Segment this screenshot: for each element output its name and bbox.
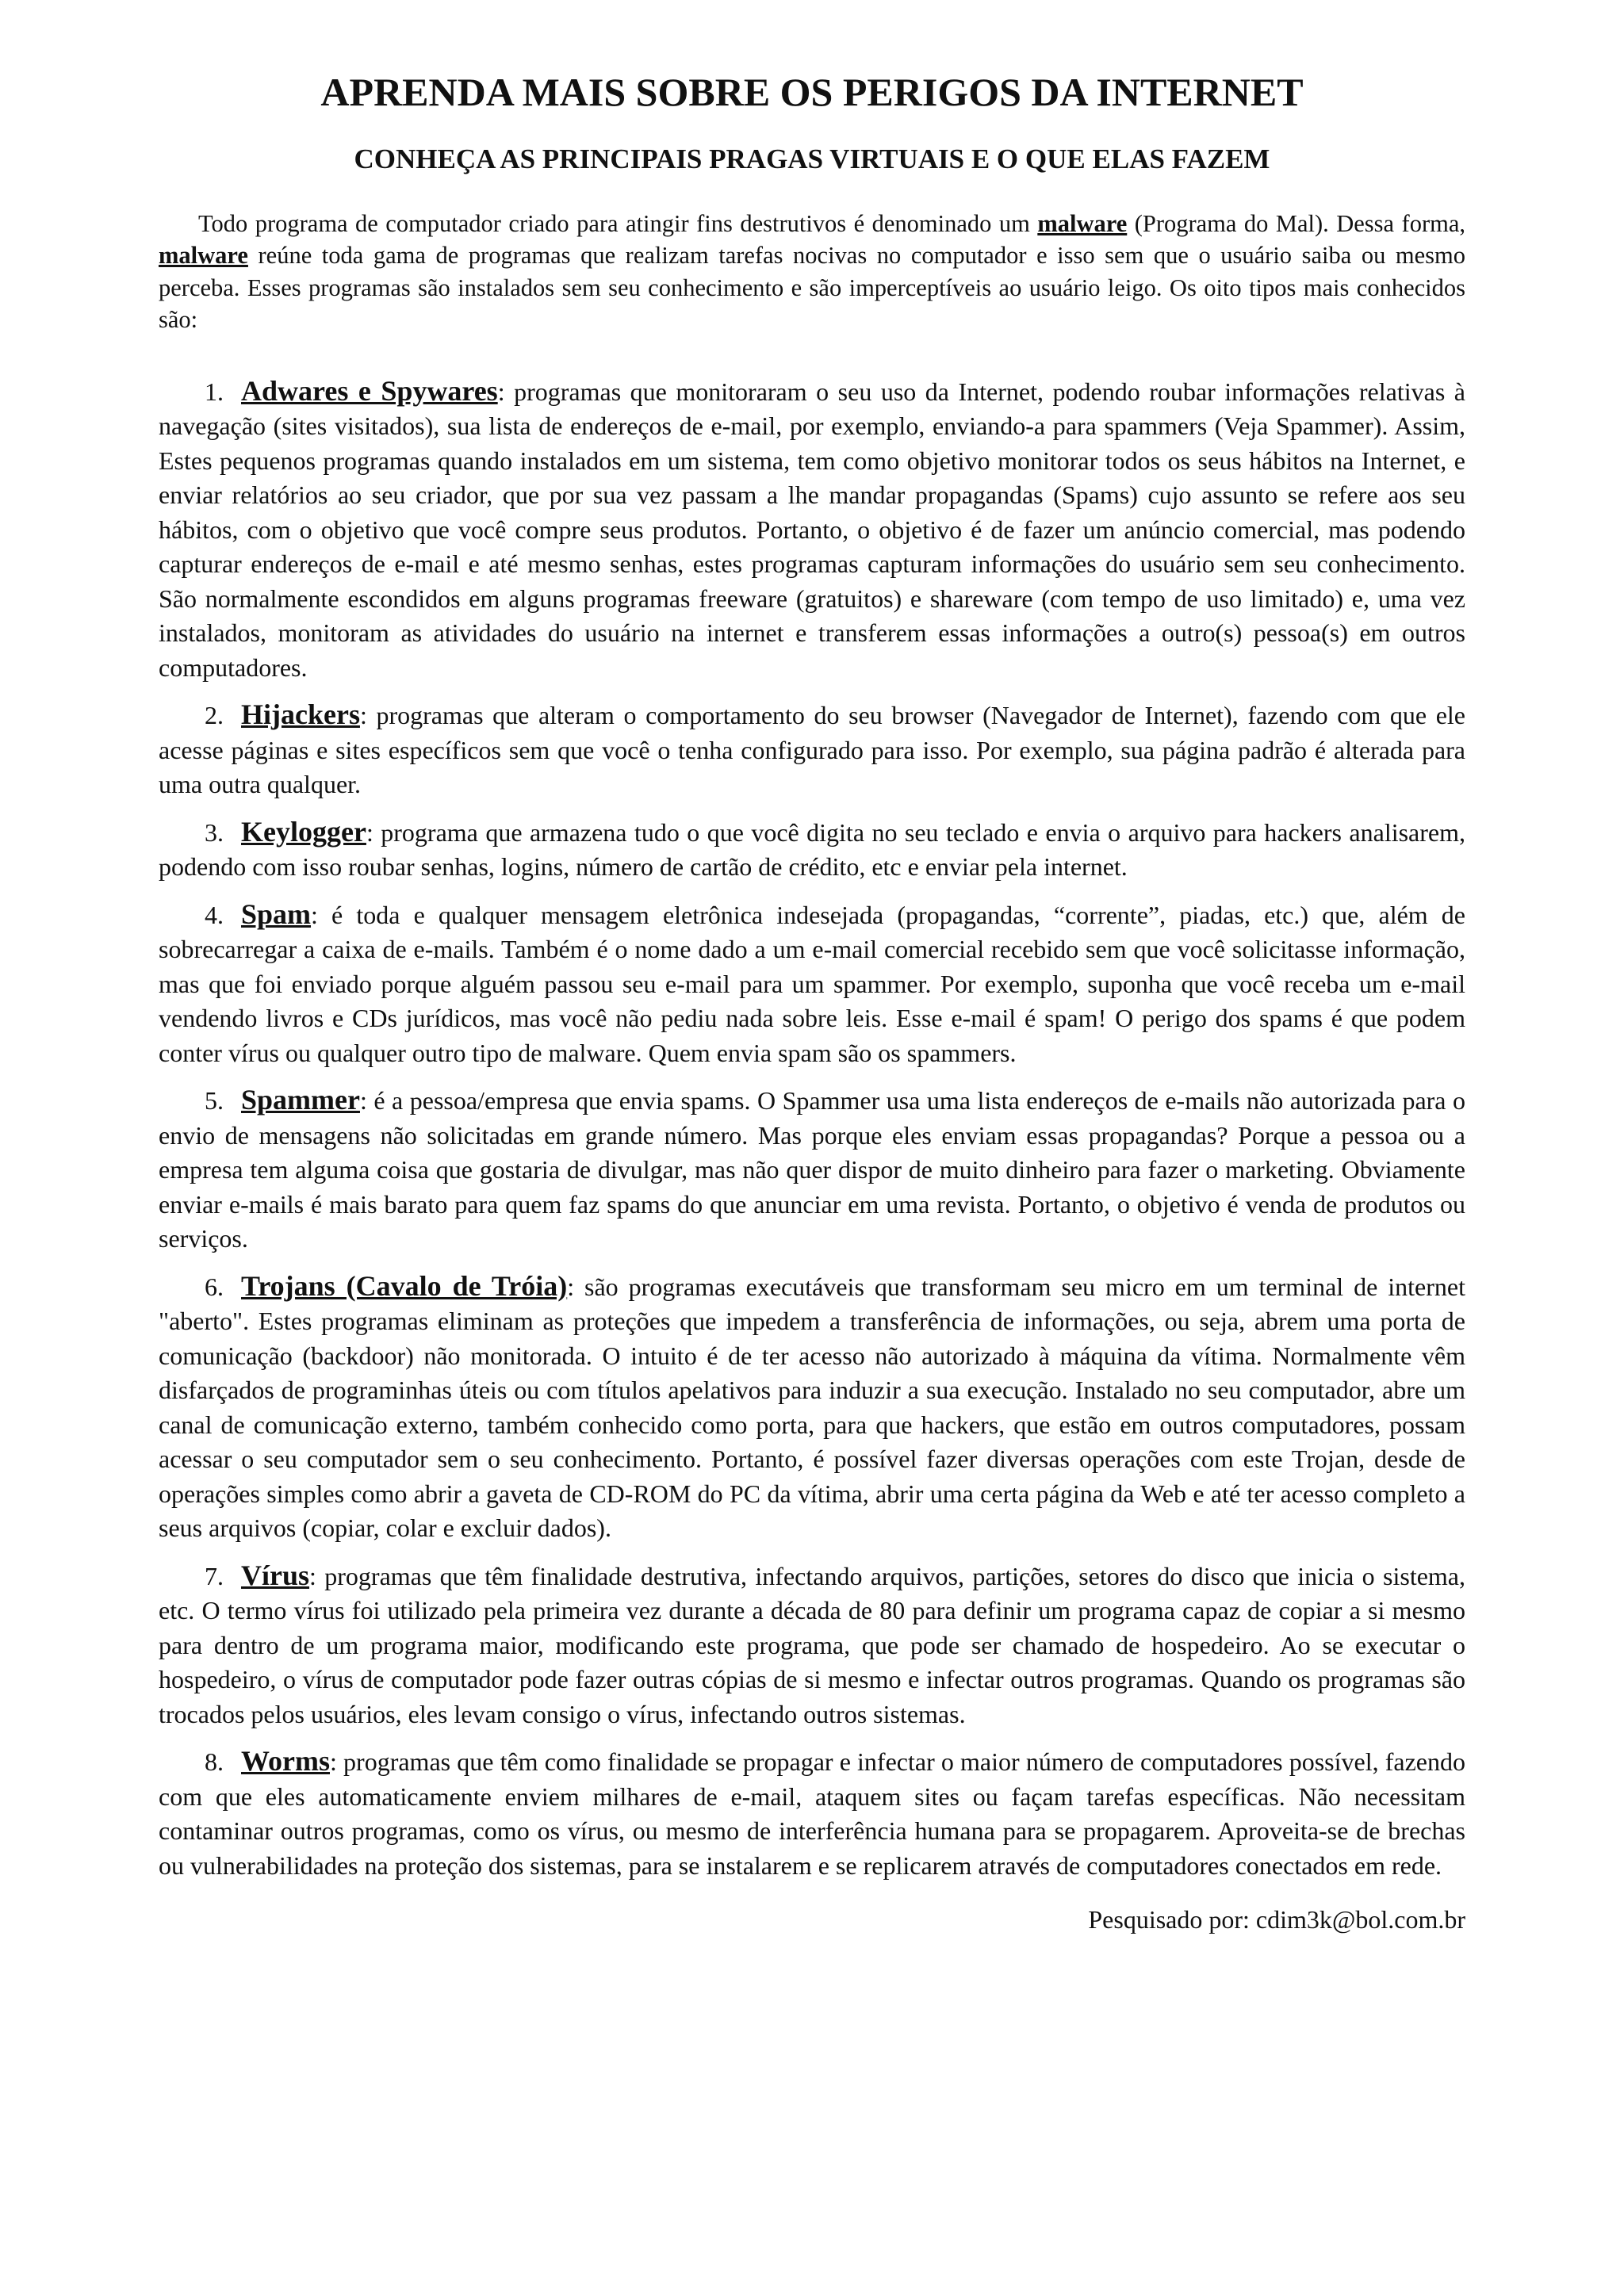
item-text: : é a pessoa/empresa que envia spams. O Spammer usa uma lista endereços de e-mails não autorizada para o envio de mensagens não solicitadas em grande número. Mas porque eles enviam essas propagandas? Porque a pessoa ou a empresa tem alguma coisa que gostaria de divulgar, mas não quer dispor de muito dinheiro para fazer o marketing. Obviamente enviar e-mails é mais barato para quem faz spams do que anunciar em uma revista. Portanto, o objetivo é venda de produtos ou serviços. — [159, 1086, 1465, 1253]
item-text: : programas que alteram o comportamento do seu browser (Navegador de Internet), fazendo com que ele acesse páginas e sites específicos sem que você o tenha configurado para isso. Por exemplo, sua página padrão é alterada para uma outra qualquer. — [159, 701, 1465, 798]
item-text: : programas que têm finalidade destrutiva, infectando arquivos, partições, setores do disco que inicia o sistema, etc. O termo vírus foi utilizado pela primeira vez durante a década de 80 para definir um programa capaz de copiar a si mesmo para dentro de um programa maior, modificando este programa, que pode ser chamado de hospedeiro. Ao se executar o hospedeiro, o vírus de computador pode fazer outras cópias de si mesmo e infectar outros programas. Quando os programas são trocados pelos usuários, eles levam consigo o vírus, infectando outros sistemas. — [159, 1561, 1465, 1728]
list-item-keylogger — [159, 815, 1465, 885]
item-term: Trojans (Cavalo de Tróia) — [241, 1269, 568, 1302]
intro-text-1: Todo programa de computador criado para atingir fins destrutivos é denominado um — [198, 209, 1038, 237]
list-item-adwares-spywares — [159, 374, 1465, 686]
item-text: : programa que armazena tudo o que você digita no seu teclado e envia o arquivo para hackers analisarem, podendo com isso roubar senhas, logins, número de cartão de crédito, etc e enviar pela internet. — [159, 817, 1465, 881]
list-item-hijackers — [159, 698, 1465, 802]
list-item-worms — [159, 1744, 1465, 1883]
list-item-virus — [159, 1559, 1465, 1732]
item-number: 2. — [205, 701, 224, 729]
intro-paragraph — [159, 208, 1465, 336]
item-term: Spam — [241, 897, 312, 930]
item-text: : são programas executáveis que transformam seu micro em um terminal de internet "aberto". Estes programas eliminam as proteções que impedem a transferência de informações, ou seja, abrem uma porta de comunicação (backdoor) não monitorada. O intuito é de ter acesso não autorizado à máquina da vítima. Normalmente vêm disfarçados de programinhas úteis ou com títulos apelativos para induzir a sua execução. Instalado no seu computador, abre um canal de comunicação externo, também conhecido como porta, para que hackers, que estão em outros computadores, possam acessar o seu computador sem o seu conhecimento. Portanto, é possível fazer diversas operações com este Trojan, desde de operações simples como abrir a gaveta de CD-ROM do PC da vítima, abrir uma certa página da Web e até ter acesso completo a seus arquivos (copiar, colar e excluir dados). — [159, 1272, 1465, 1542]
page-title: APRENDA MAIS SOBRE OS PERIGOS DA INTERNET — [320, 70, 1304, 114]
list-item-trojans — [159, 1269, 1465, 1546]
item-term: Vírus — [241, 1559, 310, 1591]
item-number: 1. — [205, 377, 224, 406]
item-term: Hijackers — [241, 698, 360, 730]
item-number: 3. — [205, 817, 224, 847]
item-number: 8. — [205, 1747, 224, 1776]
intro-term-malware-2: malware — [159, 242, 248, 269]
item-term: Spammer — [241, 1084, 360, 1115]
list-item-spam — [159, 897, 1465, 1071]
intro-text-2: (Programa do Mal). Dessa forma, — [1127, 209, 1465, 237]
item-term: Worms — [241, 1745, 330, 1777]
item-number: 6. — [205, 1272, 224, 1301]
item-number: 7. — [205, 1561, 224, 1590]
page-subtitle: CONHEÇA AS PRINCIPAIS PRAGAS VIRTUAIS E O QUE ELAS FAZEM — [354, 143, 1270, 174]
footer-credit: Pesquisado por: cdim3k@bol.com.br — [1088, 1905, 1465, 1934]
item-term: Keylogger — [241, 815, 366, 848]
list-item-spammer — [159, 1083, 1465, 1257]
item-term: Adwares e Spywares — [241, 374, 498, 407]
item-text: : programas que têm como finalidade se propagar e infectar o maior número de computadores possível, fazendo com que eles automaticamente enviem milhares de e-mail, ataquem sites ou façam tarefas específicas. Não necessitam contaminar outros programas, como os vírus, ou mesmo de interferência humana para se propagarem. Aproveita-se de brechas ou vulnerabilidades na proteção dos sistemas, para se instalarem e se replicarem através de computadores conectados em rede. — [159, 1747, 1465, 1880]
item-number: 5. — [205, 1086, 224, 1115]
intro-text-3: reúne toda gama de programas que realizam tarefas nocivas no computador e isso sem que o usuário saiba ou mesmo perceba. Esses programas são instalados sem seu conhecimento e são imperceptíveis ao usuário leigo. Os oito tipos mais conhecidos são: — [159, 242, 1465, 333]
item-number: 4. — [205, 900, 224, 929]
item-text: : programas que monitoraram o seu uso da Internet, podendo roubar informações relativas à navegação (sites visitados), sua lista de endereços de e-mail, por exemplo, enviando-a para spammers (Veja Spammer). Assim, Estes pequenos programas quando instalados em um sistema, tem como objetivo monitorar todos os seus hábitos na Internet, e enviar relatórios ao seu criador, que por sua vez passam a lhe mandar propagandas (Spams) cujo assunto se refere aos seu hábitos, com o objetivo que você compre seus produtos. Portanto, o objetivo é de fazer um anúncio comercial, mas podendo capturar endereços de e-mail e até mesmo senhas, estes programas capturam informações do usuário sem seu conhecimento. São normalmente escondidos em alguns programas freeware (gratuitos) e shareware (com tempo de uso limitado) e, uma vez instalados, monitoram as atividades do usuário na internet e transferem essas informações a outro(s) pessoa(s) em outros computadores. — [159, 377, 1466, 682]
intro-term-malware-1: malware — [1037, 209, 1128, 237]
item-text: : é toda e qualquer mensagem eletrônica indesejada (propagandas, “corrente”, piadas, etc.) que, além de sobrecarregar a caixa de e-mails. Também é o nome dado a um e-mail comercial recebido sem que você solicitasse informação, mas que foi enviado porque alguém passou seu e-mail para um spammer. Por exemplo, suponha que você receba um e-mail vendendo livros e CDs jurídicos, mas você não pediu nada sobre leis. Esse e-mail é spam! O perigo dos spams é que podem conter vírus ou qualquer outro tipo de malware. Quem envia spam são os spammers. — [159, 900, 1465, 1067]
